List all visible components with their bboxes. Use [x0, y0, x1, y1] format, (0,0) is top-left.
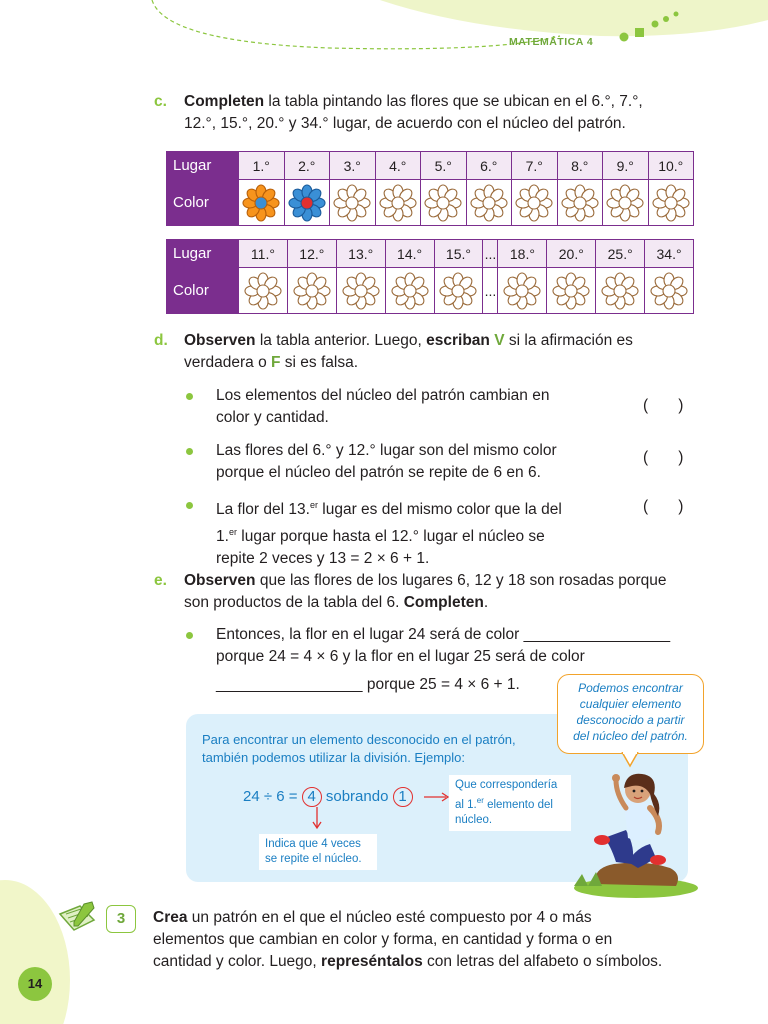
bullet-dot — [186, 502, 193, 509]
flower-outline-icon — [378, 183, 418, 223]
flower-orange-icon — [241, 183, 281, 223]
table1-flower-cell[interactable] — [557, 180, 603, 226]
table2-flower-cell[interactable] — [239, 268, 288, 314]
table1-flower-cell[interactable] — [648, 180, 694, 226]
activity-number-badge: 3 — [106, 905, 136, 933]
speech-bubble: Podemos encontrar cualquier elemento desconocido a partir del núcleo del patrón. — [557, 674, 704, 754]
table1-flower-cell[interactable] — [239, 180, 285, 226]
section-c-verb: Completen — [184, 93, 265, 110]
statement-2: Las flores del 6.° y 12.° lugar son del mismo color porque el núcleo del patrón se repite de 6 en 6. — [186, 440, 706, 484]
table2-lugar-label: Lugar — [167, 240, 239, 268]
flower-outline-icon — [423, 183, 463, 223]
table2-flower-cell: ... — [483, 268, 498, 314]
flower-outline-icon — [469, 183, 509, 223]
table1-flower-cell[interactable] — [466, 180, 512, 226]
bullet-dot — [186, 393, 193, 400]
table1-flower-cell[interactable] — [512, 180, 558, 226]
flower-table-1 — [166, 151, 694, 226]
section-e-bullet: Entonces, la flor en el lugar 24 será de color _________________ porque 24 = 4 × 6 y la flor en el lugar 25 será de color _________________ porque 25 = 4 × 6 + 1. — [186, 624, 686, 692]
table2-position: 15.° — [434, 240, 483, 268]
table2-lugar-row — [167, 240, 694, 268]
flower-outline-icon — [438, 271, 478, 311]
pencil-notebook-icon — [56, 900, 98, 936]
quotient-note: Indica que 4 veces se repite el núcleo. — [259, 834, 377, 870]
table1-flower-cell[interactable] — [421, 180, 467, 226]
section-c-line2: 12.°, 15.°, 20.° y 34.° lugar, de acuerdo con el núcleo del patrón. — [184, 115, 626, 132]
division-hint-text: Para encontrar un elemento desconocido en el patrón, también podemos utilizar la división. Ejemplo: — [202, 732, 516, 765]
table2-flower-cell[interactable] — [287, 268, 336, 314]
table1-lugar-row — [167, 152, 694, 180]
table1-lugar-label: Lugar — [167, 152, 239, 180]
section-d-marker: d. — [154, 332, 168, 349]
section-c-marker: c. — [154, 93, 167, 110]
flower-outline-icon — [605, 183, 645, 223]
table1-position: 8.° — [557, 152, 603, 180]
flower-outline-icon — [243, 271, 283, 311]
table2-position: 18.° — [498, 240, 547, 268]
table2-position: 20.° — [547, 240, 596, 268]
section-c — [150, 91, 710, 137]
girl-illustration — [566, 764, 706, 900]
answer-box-3[interactable]: ( ) — [643, 498, 684, 515]
table2-flower-cell[interactable] — [547, 268, 596, 314]
remainder-note: Que correspondería al 1.$^{er}$ elemento del núcleo. — [449, 775, 571, 831]
flower-outline-icon — [649, 271, 689, 311]
header-subject-label: MATEMÁTICA 4 — [509, 36, 594, 48]
section-c-line1: Completen la tabla pintando las flores que se ubican en el 6.°, 7.°, — [184, 93, 643, 110]
flower-outline-icon — [651, 183, 691, 223]
flower-outline-icon — [600, 271, 640, 311]
flower-outline-icon — [502, 271, 542, 311]
flower-table-2 — [166, 239, 694, 314]
quotient-arrow-icon — [310, 807, 324, 831]
table2-position: 34.° — [645, 240, 694, 268]
table1-position: 4.° — [375, 152, 421, 180]
flower-outline-icon — [560, 183, 600, 223]
header-cubes-decoration — [600, 6, 690, 46]
page-number: 14 — [18, 967, 52, 1001]
activity-3-text: Crea un patrón en el que el núcleo esté compuesto por 4 o más elementos que cambian en color y forma, en cantidad y forma o en cantidad y color. Luego, represéntalos con letras del alfabeto o símbolos. — [153, 909, 663, 970]
section-e — [150, 570, 720, 616]
table2-flower-cell[interactable] — [498, 268, 547, 314]
section-e-line2: son productos de la tabla del 6. Completen. — [184, 594, 489, 611]
flower-outline-icon — [551, 271, 591, 311]
table1-position: 3.° — [330, 152, 376, 180]
table1-position: 5.° — [421, 152, 467, 180]
table2-color-row — [167, 268, 694, 314]
table2-color-label: Color — [167, 268, 239, 314]
flower-outline-icon — [390, 271, 430, 311]
flower-outline-icon — [514, 183, 554, 223]
table2-position: 11.° — [239, 240, 288, 268]
table2-flower-cell[interactable] — [336, 268, 385, 314]
table2-position: 25.° — [596, 240, 645, 268]
table1-position: 9.° — [603, 152, 649, 180]
table2-position: 12.° — [287, 240, 336, 268]
table2-position: 13.° — [336, 240, 385, 268]
section-d — [150, 330, 710, 376]
statement-3: La flor del 13.$^{er}$ lugar es del mismo color que la del 1.$^{er}$ lugar porque hasta el 12.° lugar el núcleo se repite 2 veces y 13 = 2 × 6 + 1. — [186, 494, 706, 560]
table1-color-label: Color — [167, 180, 239, 226]
remainder-arrow-icon — [424, 790, 452, 804]
section-e-marker: e. — [154, 572, 167, 589]
bullet-dot — [186, 632, 193, 639]
flower-outline-icon — [341, 271, 381, 311]
table2-position: ... — [483, 240, 498, 268]
table1-color-row — [167, 180, 694, 226]
answer-box-1[interactable]: ( ) — [643, 397, 684, 414]
section-d-line1: Observen la tabla anterior. Luego, escriban V si la afirmación es — [184, 332, 633, 349]
table2-flower-cell[interactable] — [596, 268, 645, 314]
table1-position: 7.° — [512, 152, 558, 180]
table1-flower-cell[interactable] — [330, 180, 376, 226]
table1-position: 10.° — [648, 152, 694, 180]
flower-outline-icon — [292, 271, 332, 311]
table1-position: 1.° — [239, 152, 285, 180]
table2-flower-cell[interactable] — [434, 268, 483, 314]
flower-outline-icon — [332, 183, 372, 223]
table2-flower-cell[interactable] — [645, 268, 694, 314]
statement-1: Los elementos del núcleo del patrón cambian en color y cantidad. — [186, 385, 706, 429]
table1-flower-cell[interactable] — [284, 180, 330, 226]
table2-position: 14.° — [385, 240, 434, 268]
flower-blue-icon — [287, 183, 327, 223]
table1-flower-cell[interactable] — [375, 180, 421, 226]
table1-flower-cell[interactable] — [603, 180, 649, 226]
division-equation: 24 ÷ 6 = 4 sobrando 1 — [243, 786, 413, 808]
answer-box-2[interactable]: ( ) — [643, 449, 684, 466]
remainder-circle: 1 — [393, 787, 413, 807]
table1-position: 6.° — [466, 152, 512, 180]
bullet-dot — [186, 448, 193, 455]
table2-flower-cell[interactable] — [385, 268, 434, 314]
section-e-line1: Observen que las flores de los lugares 6, 12 y 18 son rosadas porque — [184, 572, 667, 589]
section-d-line2: verdadera o F si es falsa. — [184, 354, 359, 371]
quotient-circle: 4 — [302, 787, 322, 807]
table1-position: 2.° — [284, 152, 330, 180]
fill-blank-line-2[interactable]: _________________ porque 25 = 4 × 6 + 1. — [216, 676, 520, 693]
fill-blank-line-1[interactable]: Entonces, la flor en el lugar 24 será de color _________________ — [216, 626, 671, 643]
